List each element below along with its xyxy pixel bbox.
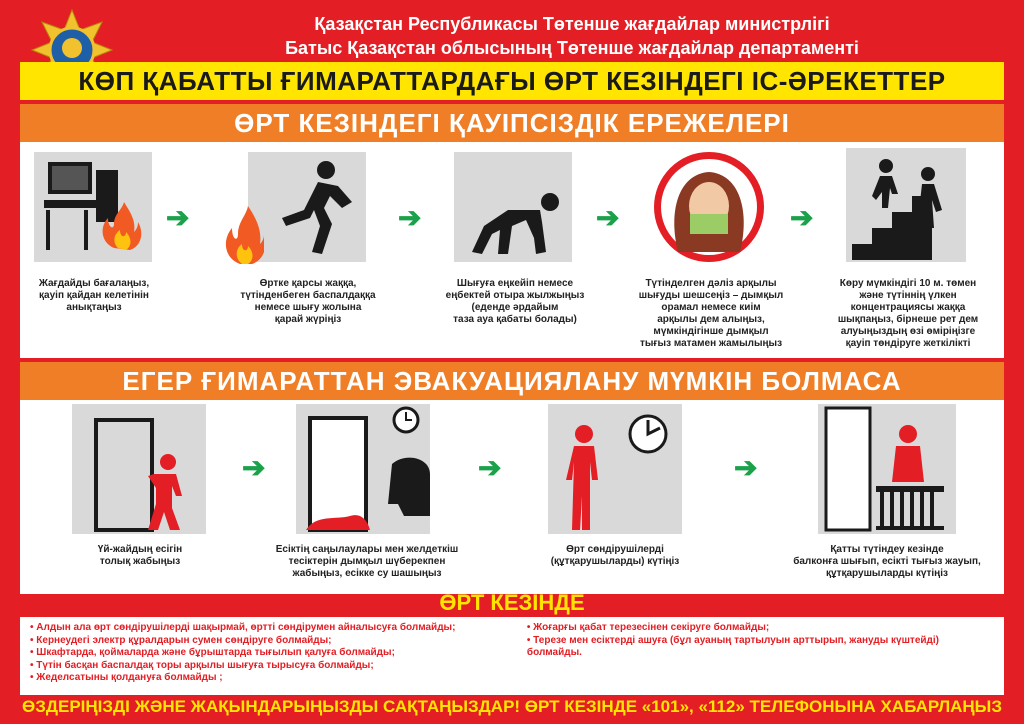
main-title: КӨП ҚАБАТТЫ ҒИМАРАТТАРДАҒЫ ӨРТ КЕЗІНДЕГІ ІС-ӘРЕКЕТТЕР (78, 65, 946, 96)
safety-rules-panel (20, 104, 1004, 358)
fire-rules-list (20, 617, 1004, 695)
rule-item: • Терезе мен есіктерді ашуға (бұл ауаның тартылуын арттырып, жануды күштейді) (526, 634, 939, 646)
ministry-name: Қазақстан Республикасы Төтенше жағдайлар министрлігі (314, 14, 830, 34)
main-title-bar (20, 62, 1004, 100)
computer-fire-icon (34, 152, 152, 262)
rule-item: • Жеделсатыны қолдануға болмайды ; (30, 672, 223, 683)
section2-bar (20, 362, 1004, 400)
no-evacuation-panel (20, 362, 1004, 594)
crawling-man-icon (454, 152, 572, 262)
stairs-people-icon (846, 148, 966, 262)
section1-bar (20, 104, 1004, 142)
fire-section-title: ӨРТ КЕЗІНДЕ (439, 590, 585, 615)
rule-item: • Шкафтарда, қоймаларда және бұрыштарда тығылып қалуға болмайды; (30, 647, 395, 658)
arrow-right-icon: ➔ (398, 202, 422, 233)
evac-step2-caption: Есіктің саңылаулары мен желдеткіш тесіктерін дымқыл шүберекпен жабыңыз, есікке су шашыңыз (275, 544, 459, 579)
section1-title: ӨРТ КЕЗІНДЕГІ ҚАУІПСІЗДІК ЕРЕЖЕЛЕРІ (234, 107, 790, 138)
arrow-right-icon: ➔ (596, 202, 620, 233)
rule-item: • Түтін басқан баспалдақ торы арқылы шығуға тырысуға болмайды; (30, 659, 374, 671)
waiting-clock-icon (548, 404, 682, 534)
balcony-man-icon (818, 404, 956, 534)
arrow-right-icon: ➔ (478, 452, 502, 483)
arrow-right-icon: ➔ (790, 202, 814, 233)
step3-caption: Шығуға еңкейіп немесе еңбектей отыра жылжыңыз (еденде әрдайым таза ауа қабаты болады) (445, 278, 585, 325)
running-man-icon (248, 152, 366, 262)
door-wet-cloth-icon (296, 404, 430, 534)
evac-step1-caption: Үй-жайдың есігін толық жабыңыз (97, 544, 183, 567)
rule-item: • Жоғарғы қабат терезесінен секіруге болмайды; (526, 622, 770, 633)
evac-step4-caption: Қатты түтіндеу кезінде балконға шығып, есікті тығыз жауып, құтқарушыларды күтіңіз (793, 544, 981, 579)
department-name: Батыс Қазақстан облысының Төтенше жағдайлар департаменті (285, 38, 859, 58)
rule-item: болмайды. (526, 647, 582, 658)
arrow-right-icon: ➔ (734, 452, 758, 483)
arrow-right-icon: ➔ (242, 452, 266, 483)
footer-warning: ӨЗДЕРІҢІЗДІ ЖӘНЕ ЖАҚЫНДАРЫҢЫЗДЫ САҚТАҢЫЗДАР! ӨРТ КЕЗІНДЕ «101», «112» ТЕЛЕФОНЫНА ХАБАРЛАҢЫЗ (22, 697, 1002, 716)
rules-right-column (527, 622, 994, 690)
mask-woman-icon (654, 152, 764, 262)
header (0, 0, 1024, 62)
arrow-right-icon: ➔ (166, 202, 190, 233)
door-closing-icon (72, 404, 206, 534)
step1-caption: Жағдайды бағалаңыз, қауіп қайдан келетінін анықтаңыз (38, 278, 150, 313)
section2-title: ЕГЕР ҒИМАРАТТАН ЭВАКУАЦИЯЛАНУ МҮМКІН БОЛМАСА (122, 365, 902, 396)
rule-item: • Кернеудегі электр құралдарын сумен сөндіруге болмайды; (30, 634, 332, 646)
rules-left-column (30, 622, 527, 690)
step2-caption: Өртке қарсы жаққа, түтінденбеген баспалдаққа немесе шығу жолына қарай жүріңіз (240, 278, 376, 325)
rule-item: • Алдын ала өрт сөндірушілерді шақырмай, өртті сөндірумен айналысуға болмайды; (30, 622, 456, 633)
evac-step3-caption: Өрт сөндірушілерді (құтқарушыларды) күтіңіз (550, 544, 680, 567)
step4-caption: Түтінделген дәліз арқылы шығуды шешсеңіз – дымқыл орамал немесе киім арқылы дем алыңыз, мүмкіндігінше дымқыл тығыз матамен жамылыңыз (638, 278, 784, 349)
step5-caption: Көру мүмкіндігі 10 м. төмен және түтіннің үлкен концентрациясы жаққа шықпаңыз, бірнеше рет дем алуыңыздың өзі өміріңізге қауіп төндіруге жеткілікті (837, 278, 979, 349)
fire-icon (220, 204, 264, 266)
